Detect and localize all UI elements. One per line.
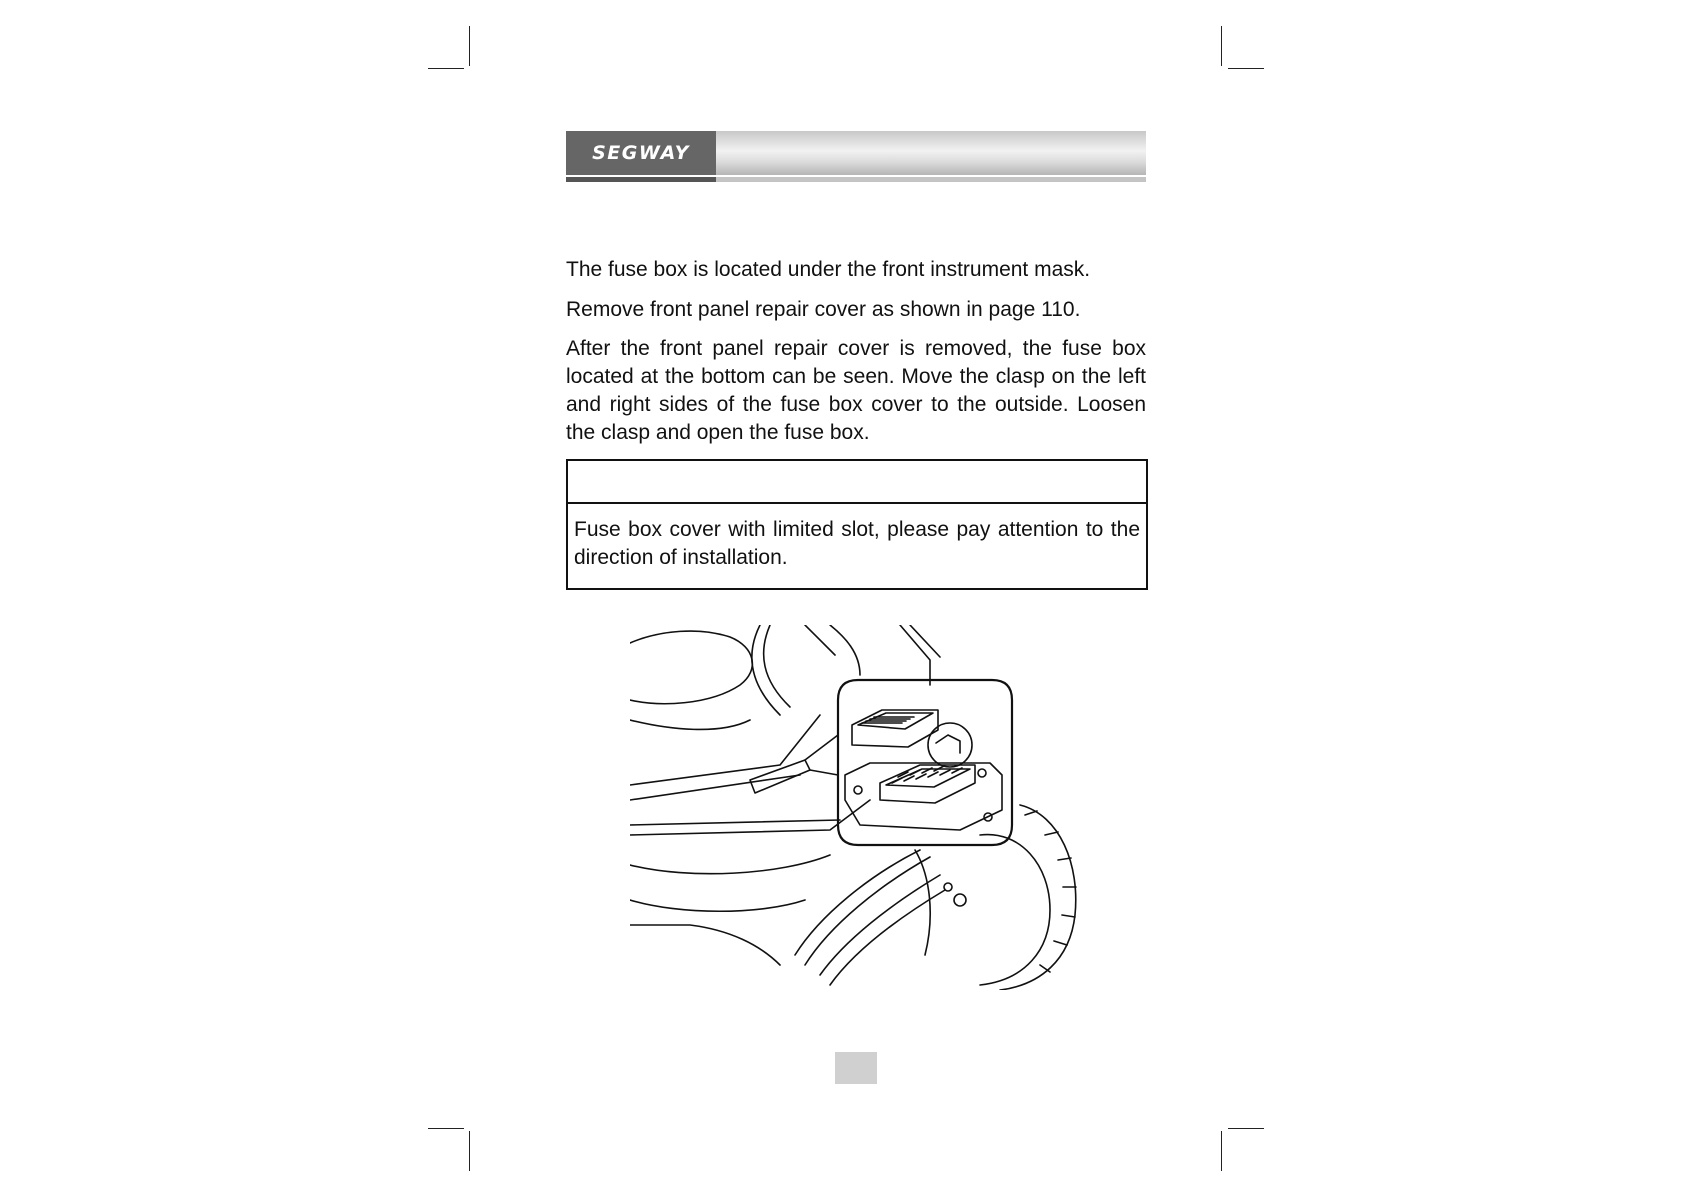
crop-mark bbox=[428, 1128, 464, 1129]
brand-logo bbox=[566, 131, 716, 175]
paragraph-open-fuse-box: After the front panel repair cover is removed, the fuse box located at the bottom can be seen. Move the clasp on the left and right sides of the fuse box cover to the outside. Loosen the clasp and open the fuse box. bbox=[566, 337, 1146, 444]
page-header bbox=[566, 131, 1146, 183]
paragraph-fuse-location: The fuse box is located under the front instrument mask. bbox=[566, 258, 1091, 281]
crop-mark bbox=[1228, 1128, 1264, 1129]
crop-mark bbox=[469, 26, 470, 66]
crop-mark bbox=[428, 68, 464, 69]
crop-mark bbox=[469, 1131, 470, 1171]
crop-mark bbox=[1221, 26, 1222, 66]
brand-logo-text: SEGWAY bbox=[592, 142, 690, 164]
notice-header bbox=[568, 461, 1146, 504]
atv-fuse-box-illustration-icon bbox=[630, 625, 1090, 990]
notice-text: Fuse box cover with limited slot, please pay attention to the direction of installation. bbox=[574, 518, 1140, 569]
notice-box bbox=[566, 459, 1148, 590]
header-underline bbox=[716, 177, 1146, 182]
page-number-box bbox=[835, 1052, 877, 1084]
paragraph-remove-cover: Remove front panel repair cover as shown in page 110. bbox=[566, 298, 1081, 321]
header-underline bbox=[566, 177, 716, 182]
crop-mark bbox=[1228, 68, 1264, 69]
crop-mark bbox=[1221, 1131, 1222, 1171]
header-gradient-bar bbox=[716, 131, 1146, 175]
